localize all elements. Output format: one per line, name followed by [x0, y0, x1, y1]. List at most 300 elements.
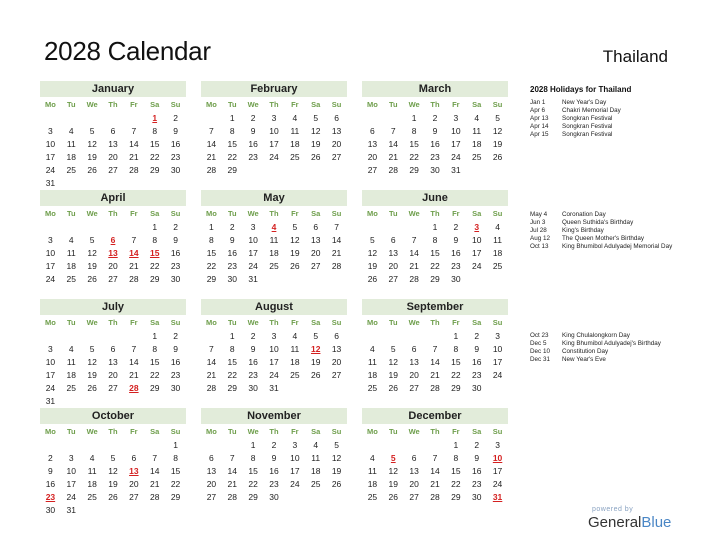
day-cell: 2 [229, 222, 235, 232]
day-cell: 19 [87, 261, 97, 271]
day-cell: 19 [367, 261, 378, 271]
day-cell: 24 [45, 383, 56, 393]
day-cell: 29 [430, 274, 440, 284]
empty-cell [61, 395, 82, 408]
day-cell: 2 [173, 113, 178, 123]
day-cell: 17 [45, 152, 56, 162]
holiday-name: Chakri Memorial Day [562, 107, 621, 115]
weekday-label: Th [430, 318, 440, 327]
day-cell: 2 [173, 222, 178, 232]
week-row [362, 234, 508, 247]
week-row [362, 138, 508, 151]
month-header: November [201, 408, 347, 424]
month-header: September [362, 299, 508, 315]
day-cell: 26 [388, 492, 398, 502]
empty-cell [123, 504, 144, 517]
day-cell: 22 [451, 479, 461, 489]
empty-cell [165, 504, 186, 517]
weekday-label: Tu [388, 427, 398, 436]
day-cell: 18 [492, 248, 503, 258]
day-cell: 21 [129, 370, 139, 380]
day-cell: 21 [227, 479, 237, 489]
weekday-label: Fr [291, 318, 299, 327]
weekday-label: Tu [388, 318, 398, 327]
holiday-date: Jul 28 [530, 227, 547, 235]
day-cell: 26 [331, 479, 342, 489]
weekday-label: We [247, 318, 259, 327]
day-cell: 20 [129, 479, 139, 489]
day-cell: 5 [89, 235, 95, 245]
day-cell: 30 [170, 383, 181, 393]
day-cell: 25 [87, 492, 97, 502]
weekday-row [201, 97, 347, 112]
holiday-item [530, 227, 700, 235]
weekday-row [201, 315, 347, 330]
day-cell: 14 [227, 466, 237, 476]
day-cell: 5 [313, 331, 319, 341]
day-cell: 30 [248, 383, 258, 393]
day-cell: 29 [206, 274, 217, 284]
holiday-item [530, 131, 700, 139]
holiday-name: Coronation Day [562, 211, 606, 218]
day-cell: 13 [409, 357, 419, 367]
day-cell: 5 [89, 126, 95, 136]
day-cell: 26 [87, 274, 97, 284]
weekday-label: Mo [206, 318, 217, 327]
month-february [201, 81, 347, 177]
weekday-label: Su [331, 427, 342, 436]
weekday-label: Su [492, 100, 503, 109]
day-cell: 21 [388, 152, 398, 162]
day-cell: 31 [45, 396, 56, 406]
day-cell: 8 [229, 126, 235, 136]
day-cell: 2 [250, 113, 256, 123]
day-cell: 13 [206, 466, 217, 476]
week-row [201, 330, 347, 343]
empty-cell [326, 491, 347, 504]
holiday-item [530, 219, 700, 227]
holiday-day: 13 [108, 248, 118, 258]
day-cell: 19 [310, 357, 321, 367]
holiday-name: Songkran Festival [562, 123, 613, 131]
weekday-label: We [86, 318, 98, 327]
weekday-label: Fr [130, 100, 138, 109]
day-cell: 27 [388, 274, 398, 284]
day-cell: 29 [149, 383, 160, 393]
day-cell: 1 [152, 222, 158, 232]
weekday-label: Tu [227, 427, 237, 436]
day-cell: 16 [471, 466, 482, 476]
day-cell: 24 [45, 274, 56, 284]
empty-cell [103, 112, 124, 125]
week-row [362, 465, 508, 478]
day-cell: 14 [331, 235, 342, 245]
day-cell: 6 [334, 113, 339, 123]
week-row [40, 491, 186, 504]
day-cell: 13 [367, 139, 378, 149]
day-cell: 15 [170, 466, 181, 476]
weekday-label: Th [430, 100, 440, 109]
day-cell: 21 [430, 479, 440, 489]
holiday-group [530, 99, 700, 139]
day-cell: 1 [250, 440, 256, 450]
week-row [40, 452, 186, 465]
day-cell: 19 [310, 139, 321, 149]
page-title: 2028 Calendar [44, 36, 211, 66]
day-cell: 15 [227, 139, 237, 149]
day-cell: 9 [173, 235, 178, 245]
day-cell: 22 [149, 370, 160, 380]
empty-cell [362, 330, 383, 343]
holiday-date: Apr 14 [530, 123, 549, 131]
weekday-label: Tu [388, 209, 398, 218]
month-header: March [362, 81, 508, 97]
weekday-row [362, 206, 508, 221]
day-cell: 29 [451, 492, 461, 502]
day-cell: 18 [66, 261, 76, 271]
empty-cell [61, 112, 82, 125]
day-cell: 5 [89, 344, 95, 354]
weekday-label: Mo [206, 427, 217, 436]
weekday-label: Tu [66, 100, 76, 109]
day-cell: 4 [68, 344, 74, 354]
empty-cell [82, 439, 103, 452]
day-cell: 27 [310, 261, 321, 271]
empty-cell [284, 491, 305, 504]
day-cell: 8 [453, 453, 459, 463]
day-cell: 27 [108, 383, 118, 393]
day-cell: 3 [250, 222, 256, 232]
day-cell: 7 [152, 453, 158, 463]
weekday-label: Su [492, 427, 503, 436]
day-cell: 20 [310, 248, 321, 258]
empty-cell [82, 112, 103, 125]
empty-cell [305, 273, 326, 286]
day-cell: 22 [227, 370, 237, 380]
day-cell: 9 [474, 453, 480, 463]
holiday-day: 13 [129, 466, 139, 476]
weekday-label: Fr [291, 427, 299, 436]
week-row [40, 164, 186, 177]
weekday-label: Su [492, 318, 503, 327]
day-cell: 24 [45, 165, 56, 175]
weekday-label: Sa [472, 318, 482, 327]
weekday-label: Th [269, 100, 279, 109]
empty-cell [40, 439, 61, 452]
holiday-item [530, 123, 700, 131]
day-cell: 7 [411, 235, 417, 245]
day-cell: 26 [87, 165, 97, 175]
week-row [40, 343, 186, 356]
day-cell: 29 [248, 492, 258, 502]
holiday-date: Dec 5 [530, 340, 547, 348]
weekday-label: Th [269, 427, 279, 436]
empty-cell [383, 221, 404, 234]
day-cell: 7 [334, 222, 339, 232]
day-cell: 12 [310, 126, 321, 136]
week-row [40, 125, 186, 138]
empty-cell [425, 439, 446, 452]
week-row [362, 260, 508, 273]
empty-cell [61, 177, 82, 190]
weekday-row [40, 206, 186, 221]
day-cell: 10 [45, 139, 56, 149]
empty-cell [284, 273, 305, 286]
empty-cell [103, 395, 124, 408]
day-cell: 5 [110, 453, 116, 463]
weekday-label: Su [492, 209, 503, 218]
day-cell: 15 [451, 357, 461, 367]
week-row [201, 491, 347, 504]
day-cell: 9 [173, 126, 178, 136]
day-cell: 25 [269, 261, 279, 271]
weekday-label: Fr [130, 209, 138, 218]
empty-cell [165, 395, 186, 408]
day-cell: 24 [290, 479, 300, 489]
day-cell: 6 [370, 126, 375, 136]
day-cell: 26 [310, 370, 321, 380]
day-cell: 4 [495, 222, 500, 232]
empty-cell [404, 330, 425, 343]
empty-cell [123, 221, 144, 234]
week-row [201, 382, 347, 395]
day-cell: 8 [411, 126, 417, 136]
day-cell: 11 [290, 344, 300, 354]
month-header: July [40, 299, 186, 315]
week-row [40, 112, 186, 125]
day-cell: 15 [149, 139, 160, 149]
week-row [40, 330, 186, 343]
holiday-day: 6 [110, 235, 116, 245]
day-cell: 6 [411, 344, 417, 354]
day-cell: 23 [269, 479, 279, 489]
holiday-date: Dec 10 [530, 348, 550, 356]
empty-cell [362, 439, 383, 452]
week-row [362, 452, 508, 465]
day-cell: 7 [209, 344, 214, 354]
day-cell: 29 [227, 383, 237, 393]
day-cell: 18 [367, 370, 378, 380]
holiday-day: 23 [45, 492, 56, 502]
day-cell: 12 [87, 248, 97, 258]
empty-cell [284, 164, 305, 177]
day-cell: 2 [250, 331, 256, 341]
empty-cell [383, 439, 404, 452]
day-cell: 8 [209, 235, 214, 245]
weekday-label: Su [170, 427, 181, 436]
day-cell: 10 [45, 248, 56, 258]
empty-cell [103, 221, 124, 234]
day-cell: 9 [432, 126, 438, 136]
day-cell: 20 [367, 152, 378, 162]
weekday-label: We [247, 427, 259, 436]
day-cell: 1 [411, 113, 417, 123]
day-cell: 15 [206, 248, 217, 258]
day-cell: 19 [290, 248, 300, 258]
day-cell: 24 [269, 152, 279, 162]
day-cell: 11 [472, 126, 482, 136]
day-cell: 28 [227, 492, 237, 502]
day-cell: 24 [492, 479, 503, 489]
month-may [201, 190, 347, 286]
empty-cell [305, 164, 326, 177]
day-cell: 9 [271, 453, 277, 463]
day-cell: 17 [248, 248, 258, 258]
empty-cell [82, 221, 103, 234]
day-cell: 14 [206, 139, 217, 149]
day-cell: 7 [131, 235, 137, 245]
day-cell: 19 [87, 370, 97, 380]
day-cell: 25 [290, 152, 300, 162]
day-cell: 9 [48, 466, 53, 476]
day-cell: 22 [248, 479, 258, 489]
day-cell: 2 [271, 440, 277, 450]
empty-cell [201, 112, 222, 125]
day-cell: 19 [108, 479, 118, 489]
weekday-label: We [408, 209, 420, 218]
day-cell: 10 [248, 235, 258, 245]
empty-cell [82, 330, 103, 343]
day-cell: 29 [451, 383, 461, 393]
day-cell: 23 [471, 479, 482, 489]
week-row [40, 478, 186, 491]
weekday-label: Sa [311, 209, 321, 218]
empty-cell [103, 504, 124, 517]
holiday-date: May 4 [530, 211, 548, 218]
week-row [201, 234, 347, 247]
holiday-item [530, 356, 700, 364]
month-header: August [201, 299, 347, 315]
week-row [201, 356, 347, 369]
day-cell: 30 [471, 492, 482, 502]
day-cell: 10 [492, 344, 503, 354]
weekday-label: Sa [311, 427, 321, 436]
holiday-date: Jan 1 [530, 99, 546, 106]
empty-cell [123, 177, 144, 190]
weekday-label: We [86, 427, 98, 436]
day-cell: 2 [48, 453, 53, 463]
day-cell: 9 [173, 344, 178, 354]
day-cell: 28 [430, 383, 440, 393]
week-row [40, 356, 186, 369]
month-august [201, 299, 347, 395]
month-november [201, 408, 347, 504]
powered-by-text: powered by [592, 506, 634, 513]
week-row [201, 465, 347, 478]
day-cell: 16 [248, 357, 258, 367]
day-cell: 18 [66, 370, 76, 380]
day-cell: 26 [108, 492, 118, 502]
day-cell: 25 [290, 370, 300, 380]
weekday-label: Fr [452, 427, 460, 436]
week-row [40, 138, 186, 151]
day-cell: 12 [388, 466, 398, 476]
day-cell: 23 [227, 261, 237, 271]
day-cell: 28 [206, 383, 217, 393]
empty-cell [82, 177, 103, 190]
day-cell: 28 [149, 492, 160, 502]
week-row [201, 138, 347, 151]
week-row [40, 234, 186, 247]
day-cell: 21 [430, 370, 440, 380]
weekday-label: Th [108, 100, 118, 109]
weekday-label: Su [170, 318, 181, 327]
day-cell: 3 [68, 453, 74, 463]
empty-cell [222, 439, 243, 452]
day-cell: 17 [45, 261, 56, 271]
day-cell: 7 [131, 126, 137, 136]
month-header: April [40, 190, 186, 206]
holiday-date: Oct 13 [530, 243, 549, 251]
day-cell: 7 [390, 126, 396, 136]
day-cell: 10 [45, 357, 56, 367]
weekday-label: Fr [130, 427, 138, 436]
day-cell: 26 [388, 383, 398, 393]
weekday-label: Th [108, 427, 118, 436]
empty-cell [61, 330, 82, 343]
day-cell: 5 [390, 344, 396, 354]
day-cell: 12 [388, 357, 398, 367]
weekday-label: Sa [472, 100, 482, 109]
day-cell: 20 [331, 139, 342, 149]
weekday-row [40, 424, 186, 439]
day-cell: 20 [331, 357, 342, 367]
day-cell: 27 [367, 165, 378, 175]
weekday-row [201, 206, 347, 221]
day-cell: 22 [149, 261, 160, 271]
day-cell: 26 [87, 383, 97, 393]
day-cell: 19 [388, 479, 398, 489]
holiday-name: King Bhumibol Adulyadej Memorial Day [562, 243, 673, 251]
week-row [201, 221, 347, 234]
weekday-label: We [408, 427, 420, 436]
day-cell: 22 [149, 152, 160, 162]
day-cell: 27 [129, 492, 139, 502]
day-cell: 3 [495, 331, 500, 341]
day-cell: 15 [248, 466, 258, 476]
day-cell: 5 [334, 440, 339, 450]
day-cell: 31 [451, 165, 461, 175]
empty-cell [144, 504, 165, 517]
day-cell: 16 [170, 248, 181, 258]
holiday-group [530, 211, 700, 251]
day-cell: 29 [170, 492, 181, 502]
weekday-label: Tu [66, 427, 76, 436]
day-cell: 15 [430, 248, 440, 258]
holiday-date: Dec 31 [530, 356, 550, 364]
day-cell: 18 [66, 152, 76, 162]
week-row [362, 439, 508, 452]
empty-cell [404, 439, 425, 452]
day-cell: 26 [367, 274, 378, 284]
day-cell: 3 [453, 113, 459, 123]
day-cell: 8 [173, 453, 178, 463]
day-cell: 17 [492, 357, 503, 367]
brand-blue: Blue [641, 514, 672, 531]
empty-cell [123, 439, 144, 452]
day-cell: 23 [170, 152, 181, 162]
day-cell: 7 [432, 344, 438, 354]
empty-cell [264, 164, 285, 177]
holiday-day: 1 [152, 113, 158, 123]
empty-cell [61, 439, 82, 452]
day-cell: 14 [206, 357, 217, 367]
day-cell: 2 [474, 440, 480, 450]
empty-cell [264, 273, 285, 286]
holiday-item [530, 211, 700, 219]
month-march [362, 81, 508, 177]
holiday-date: Oct 23 [530, 332, 549, 339]
